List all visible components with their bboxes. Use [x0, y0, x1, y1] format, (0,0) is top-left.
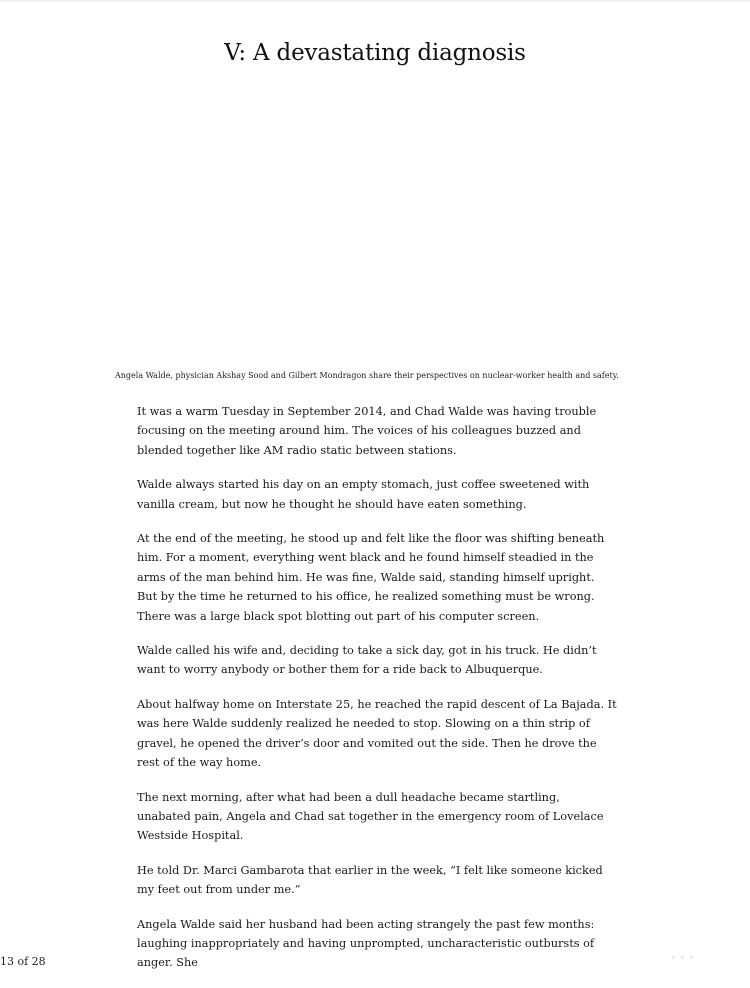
embedded-video-area[interactable]	[115, 90, 635, 360]
dot-icon	[690, 956, 693, 959]
dot-icon	[681, 956, 684, 959]
article-body	[137, 402, 617, 988]
article-paragraph: The next morning, after what had been a dull headache became startling, unabated pain, Angela and Chad sat together in the emergency room of Lovelace Westside Hospital.	[137, 790, 604, 843]
article-paragraph: Walde always started his day on an empty stomach, just coffee sweetened with vanilla cream, but now he thought he should have eaten something.	[137, 478, 590, 511]
article-paragraph: At the end of the meeting, he stood up and felt like the floor was shifting beneath him. For a moment, everything went black and he found himself steadied in the arms of the man behind him. He was fine, Walde said, standing himself upright. But by the time he returned to his office, he realized something must be wrong. There was a large black spot blotting out part of his computer screen.	[137, 532, 605, 623]
video-caption: Angela Walde, physician Akshay Sood and Gilbert Mondragon share their perspectives on nuclear-worker health and safety.	[115, 371, 619, 380]
article-paragraph: It was a warm Tuesday in September 2014, and Chad Walde was having trouble focusing on the meeting around him. The voices of his colleagues buzzed and blended together like AM radio static between stations.	[137, 405, 597, 457]
article-paragraph: He told Dr. Marci Gambarota that earlier in the week, “I felt like someone kicked my feet out from under me.”	[137, 863, 603, 897]
scroll-dots-indicator	[672, 956, 693, 959]
page-indicator: 13 of 28	[0, 955, 46, 968]
chapter-title: V: A devastating diagnosis	[224, 40, 526, 66]
dot-icon	[672, 956, 675, 959]
article-paragraph: About halfway home on Interstate 25, he reached the rapid descent of La Bajada. It was here Walde suddenly realized he needed to stop. Slowing on a thin strip of gravel, he opened the driver’s door and vomited out the side. Then he drove the rest of the way home.	[137, 697, 617, 770]
article-paragraph: Angela Walde said her husband had been acting strangely the past few months: laughing inappropriately and having unprompted, uncharacteristic outbursts of anger. She	[137, 917, 595, 970]
article-paragraph: Walde called his wife and, deciding to take a sick day, got in his truck. He didn’t want to worry anybody or bother them for a ride back to Albuquerque.	[137, 644, 597, 677]
top-edge-strip	[0, 0, 750, 2]
